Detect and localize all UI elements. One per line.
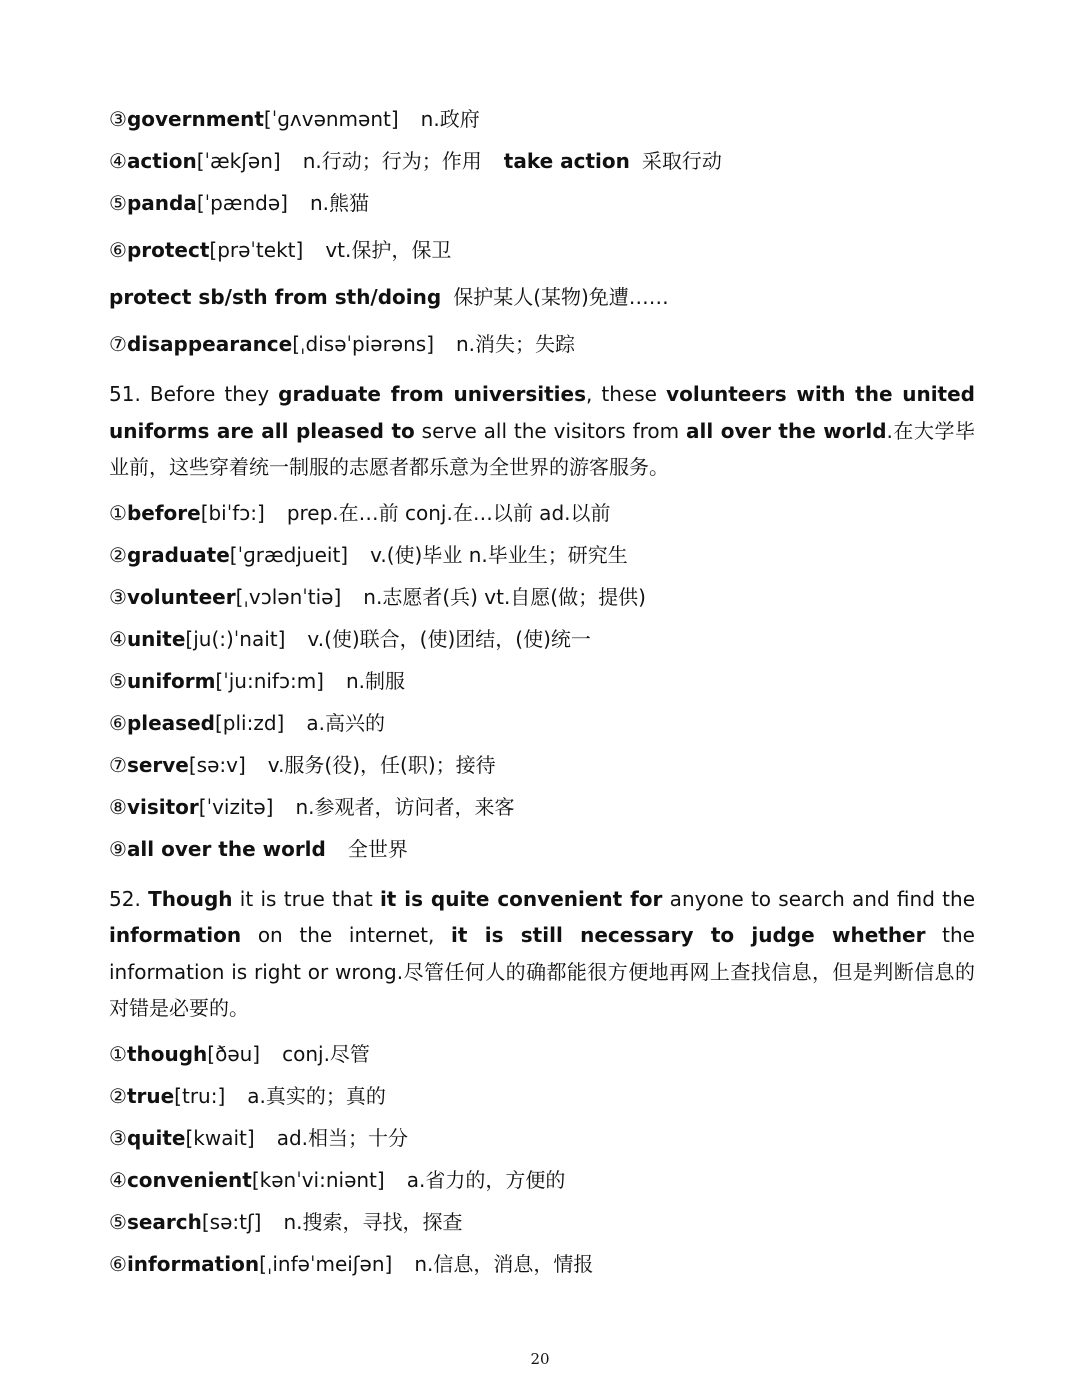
entry-phonetic: [ˌvɔlənˈtiə]	[235, 584, 342, 609]
sentence-text: it is true that	[232, 886, 380, 911]
entry-number: ③	[109, 1125, 127, 1150]
entry-word: graduate	[126, 542, 230, 567]
vocab-entry	[109, 1165, 975, 1195]
entry-number: ①	[109, 1041, 127, 1066]
entry-phonetic: [ˈju:nifɔ:m]	[215, 668, 324, 693]
entry-phonetic: [ju(:)ˈnait]	[185, 626, 286, 651]
sentence-text: anyone to search and find the	[662, 886, 975, 911]
entry-word: all over the world	[126, 836, 326, 861]
entry-word: protect	[126, 238, 210, 262]
vocab-entry	[109, 1039, 975, 1069]
vocab-entry	[109, 146, 975, 176]
entry-word: disappearance	[126, 332, 293, 356]
entry-phonetic: [ˌdisəˈpiərəns]	[292, 332, 434, 356]
entry-phonetic: [sə:tʃ]	[201, 1209, 262, 1234]
entry-word: though	[126, 1041, 208, 1066]
vocab-entry	[109, 624, 975, 654]
entry-word: quite	[126, 1125, 186, 1150]
entry-word: information	[126, 1251, 260, 1276]
vocab-entry	[109, 582, 975, 612]
entry-meaning: a.高兴的	[306, 710, 385, 735]
sentence-bold: volunteers with the united uniforms are all pleased to	[109, 382, 975, 443]
entry-meaning: a.省力的，方便的	[406, 1167, 566, 1192]
entry-meaning: v.(使)联合，(使)团结，(使)统一	[307, 626, 591, 651]
entry-word: volunteer	[126, 584, 236, 609]
vocab-entry	[109, 666, 975, 696]
entry-number: ②	[109, 542, 127, 567]
sentence-51	[109, 376, 975, 486]
entry-meaning: n.政府	[420, 107, 480, 131]
page-number: 20	[530, 1350, 550, 1368]
entry-phrase: take action	[503, 149, 630, 173]
entry-meaning: 全世界	[347, 836, 408, 861]
entry-number: ④	[109, 149, 127, 173]
sentence-text: .在大学毕业前，这些穿着统一制服的志愿者都乐意为全世界的游客服务。	[109, 418, 975, 479]
entry-word: convenient	[126, 1167, 252, 1192]
vocab-entry	[109, 834, 975, 864]
document-body	[109, 104, 975, 1279]
entry-meaning: v.(使)毕业 n.毕业生；研究生	[370, 542, 628, 567]
entry-meaning: n.参观者，访问者，来客	[295, 794, 515, 819]
phrase-meaning: 保护某人(某物)免遭……	[453, 285, 669, 309]
entry-phonetic: [ˌinfəˈmeiʃən]	[259, 1251, 393, 1276]
vocab-entry	[109, 540, 975, 570]
vocab-entry	[109, 1249, 975, 1279]
entry-word: action	[126, 149, 197, 173]
vocab-entry	[109, 1123, 975, 1153]
entry-phonetic: [prəˈtekt]	[209, 238, 304, 262]
phrase-text: protect sb/sth from sth/doing	[109, 285, 442, 309]
entry-number: ②	[109, 1083, 127, 1108]
entry-word: uniform	[126, 668, 216, 693]
entry-number: ⑥	[109, 710, 127, 735]
entry-phonetic: [ˈvizitə]	[198, 794, 274, 819]
entry-number: ⑦	[109, 332, 127, 356]
entry-phonetic: [ˈpændə]	[196, 191, 288, 215]
entry-phonetic: [biˈfɔ:]	[200, 500, 265, 525]
sentence-bold: graduate from universities	[278, 382, 586, 406]
entry-number: ③	[109, 584, 127, 609]
sentence-text: the information is right or wrong.尽管任何人的确都能很方便地再网上查找信息，但是判断信息的对错是必要的。	[109, 923, 975, 1020]
vocab-entry	[109, 1081, 975, 1111]
entry-word: before	[126, 500, 201, 525]
sentence-bold: Though	[148, 886, 233, 911]
vocab-entry	[109, 498, 975, 528]
entry-meaning: n.搜索，寻找，探查	[283, 1209, 463, 1234]
phrase-line	[109, 282, 975, 312]
entry-number: ⑥	[109, 1251, 127, 1276]
entry-word: pleased	[126, 710, 215, 735]
sentence-bold: information	[109, 923, 242, 947]
entry-word: government	[126, 107, 264, 131]
entry-phonetic: [ˈækʃən]	[196, 149, 281, 173]
entry-word: visitor	[126, 794, 199, 819]
vocab-entry	[109, 1207, 975, 1237]
sentence-text: serve all the visitors from	[414, 418, 687, 443]
entry-meaning: n.志愿者(兵) vt.自愿(做；提供)	[363, 584, 646, 609]
entry-meaning: n.行动；行为；作用	[302, 149, 482, 173]
entry-number: ③	[109, 107, 127, 131]
sentence-text: on the internet,	[241, 923, 452, 947]
entry-phonetic: [ðəu]	[207, 1041, 261, 1066]
entry-number: ⑨	[109, 836, 127, 861]
entry-meaning: n.熊猫	[309, 191, 369, 215]
vocab-entry	[109, 188, 975, 218]
entry-meaning: ad.相当；十分	[276, 1125, 408, 1150]
sentence-text: 51. Before they	[109, 382, 279, 406]
entry-meaning: n.制服	[345, 668, 406, 693]
vocab-entry	[109, 750, 975, 780]
entry-phrase-meaning: 采取行动	[641, 149, 722, 173]
entry-phonetic: [tru:]	[174, 1083, 226, 1108]
entry-meaning: n.消失；失踪	[456, 332, 576, 356]
vocab-entry	[109, 792, 975, 822]
vocab-entry	[109, 708, 975, 738]
entry-meaning: a.真实的；真的	[247, 1083, 386, 1108]
sentence-bold: it is still necessary to judge whether	[451, 923, 926, 947]
entry-phonetic: [pli:zd]	[214, 710, 285, 735]
entry-phonetic: [kwait]	[185, 1125, 255, 1150]
entry-number: ④	[109, 626, 127, 651]
sentence-text: 52.	[109, 886, 149, 911]
entry-number: ⑦	[109, 752, 127, 777]
entry-meaning: n.信息，消息，情报	[414, 1251, 594, 1276]
entry-number: ⑥	[109, 238, 127, 262]
entry-word: serve	[126, 752, 189, 777]
sentence-text: , these	[585, 382, 667, 406]
sentence-52	[109, 881, 975, 1027]
entry-phonetic: [ˈɡʌvənmənt]	[263, 107, 399, 131]
entry-word: unite	[126, 626, 186, 651]
vocab-entry	[109, 329, 975, 359]
entry-number: ①	[109, 500, 127, 525]
entry-meaning: vt.保护，保卫	[325, 238, 452, 262]
entry-phonetic: [ˈɡrædjueit]	[229, 542, 349, 567]
entry-number: ⑤	[109, 668, 127, 693]
entry-meaning: v.服务(役)，任(职)；接待	[267, 752, 496, 777]
entry-word: panda	[126, 191, 197, 215]
vocab-entry	[109, 235, 975, 265]
entry-word: search	[126, 1209, 202, 1234]
entry-number: ④	[109, 1167, 127, 1192]
entry-phonetic: [sə:v]	[188, 752, 246, 777]
entry-number: ⑤	[109, 191, 127, 215]
sentence-bold: all over the world	[686, 418, 887, 443]
entry-meaning: conj.尽管	[282, 1041, 370, 1066]
entry-word: true	[126, 1083, 175, 1108]
entry-number: ⑧	[109, 794, 127, 819]
vocab-entry	[109, 104, 975, 134]
entry-number: ⑤	[109, 1209, 127, 1234]
sentence-bold: it is quite convenient for	[379, 886, 663, 911]
entry-meaning: prep.在…前 conj.在…以前 ad.以前	[286, 500, 611, 525]
entry-phonetic: [kənˈvi:niənt]	[251, 1167, 385, 1192]
